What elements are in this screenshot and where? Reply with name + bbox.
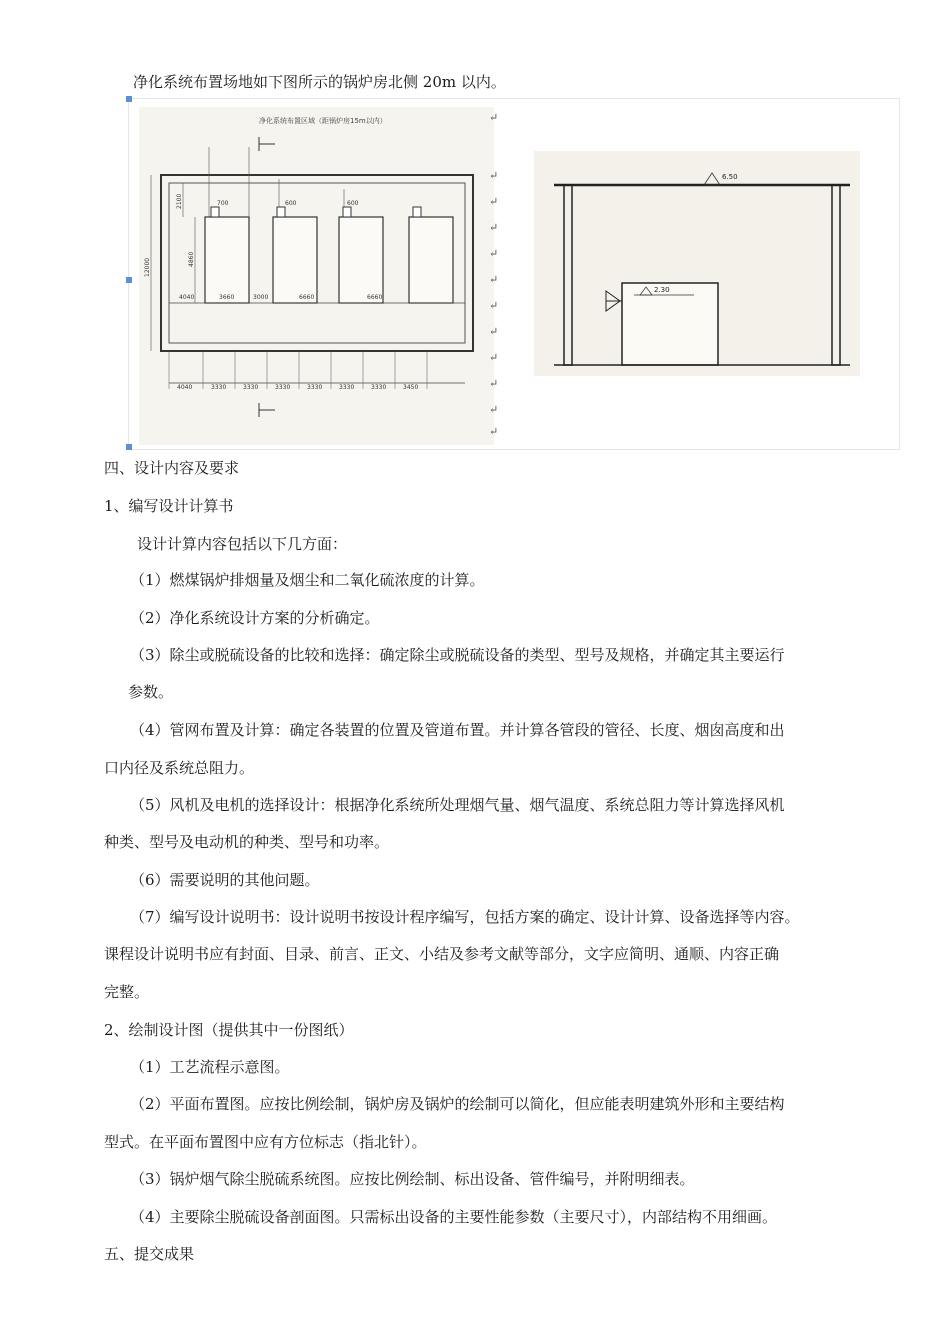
list-item: （4）管网布置及计算：确定各装置的位置及管道布置。并计算各管段的管径、长度、烟囱高度和出: [130, 721, 785, 739]
heading-item-1: 1、编写设计计算书: [104, 497, 234, 515]
paragraph-mark-icon: ↵: [489, 273, 499, 286]
site-layout-figure[interactable]: [128, 98, 900, 450]
dim-bottom-7: 3330: [371, 384, 387, 391]
dim-mid-5: 6660: [367, 294, 383, 301]
list-item: （7）编写设计说明书：设计说明书按设计程序编写，包括方案的确定、设计计算、设备选择等内容。: [130, 908, 800, 926]
paragraph-mark-icon: ↵: [489, 111, 499, 124]
paragraph-mark-icon: ↵: [489, 377, 499, 390]
dim-top-1: 700: [217, 200, 229, 207]
resize-handle-top-left[interactable]: [126, 96, 132, 102]
heading-section-5: 五、提交成果: [104, 1245, 195, 1263]
dim-top-3: 600: [347, 200, 359, 207]
dim-mid-4: 6660: [299, 294, 315, 301]
list-item: （4）主要除尘脱硫设备剖面图。只需标出设备的主要性能参数（主要尺寸），内部结构不用细画。: [130, 1208, 778, 1226]
dim-mid-1: 4040: [179, 294, 195, 301]
list-item: （3）除尘或脱硫设备的比较和选择：确定除尘或脱硫设备的类型、型号及规格，并确定其主要运行: [130, 646, 785, 664]
heading-section-4: 四、设计内容及要求: [104, 459, 240, 477]
site-plan-title: 净化系统布置区域（距锅炉房15m以内）: [259, 117, 387, 125]
list-item: （2）净化系统设计方案的分析确定。: [130, 609, 380, 627]
paragraph: 设计计算内容包括以下几方面：: [137, 535, 348, 553]
list-item: （1）工艺流程示意图。: [130, 1058, 290, 1076]
list-item-continuation: 口内径及系统总阻力。: [104, 759, 255, 777]
boiler-house-section-drawing: [534, 151, 860, 376]
paragraph-mark-icon: ↵: [489, 299, 499, 312]
list-item-continuation: 课程设计说明书应有封面、目录、前言、正文、小结及参考文献等部分，文字应简明、通顺、内容正确: [104, 945, 780, 963]
paragraph-mark-icon: ↵: [489, 325, 499, 338]
resize-handle-bottom-left[interactable]: [126, 444, 132, 450]
dim-bottom-8: 3450: [403, 384, 419, 391]
paragraph-mark-icon: ↵: [489, 221, 499, 234]
dim-top-2: 600: [285, 200, 297, 207]
elevation-top: 6.50: [722, 173, 738, 181]
list-item-continuation: 型式。在平面布置图中应有方位标志（指北针）。: [104, 1133, 427, 1151]
dim-mid-3: 3000: [253, 294, 269, 301]
list-item-continuation: 种类、型号及电动机的种类、型号和功率。: [104, 833, 390, 851]
dim-height: 12000: [144, 257, 151, 277]
dim-bottom-3: 3330: [243, 384, 259, 391]
list-item-continuation: 参数。: [128, 683, 174, 701]
intro-paragraph: 净化系统布置场地如下图所示的锅炉房北侧 20m 以内。: [133, 73, 506, 91]
paragraph-mark-icon: ↵: [489, 247, 499, 260]
elevation-inner: 2.30: [654, 286, 670, 294]
site-plan-drawing: [139, 107, 494, 445]
list-item: （6）需要说明的其他问题。: [130, 871, 320, 889]
dim-bottom-2: 3330: [211, 384, 227, 391]
paragraph-mark-icon: ↵: [489, 403, 499, 416]
dim-bottom-6: 3330: [339, 384, 355, 391]
paragraph-mark-icon: ↵: [489, 425, 499, 438]
dim-bottom-5: 3330: [307, 384, 323, 391]
list-item: （2）平面布置图。应按比例绘制，锅炉房及锅炉的绘制可以简化，但应能表明建筑外形和主要结构: [130, 1095, 785, 1113]
list-item: （3）锅炉烟气除尘脱硫系统图。应按比例绘制、标出设备、管件编号，并附明细表。: [130, 1170, 695, 1188]
dim-side-b: 4860: [188, 251, 195, 267]
paragraph-mark-icon: ↵: [489, 169, 499, 182]
heading-item-2: 2、绘制设计图（提供其中一份图纸）: [104, 1021, 354, 1039]
resize-handle-mid-left[interactable]: [126, 277, 132, 283]
dim-mid-2: 3660: [219, 294, 235, 301]
paragraph-mark-icon: ↵: [489, 195, 499, 208]
dim-side-a: 2100: [176, 193, 183, 209]
list-item: （5）风机及电机的选择设计：根据净化系统所处理烟气量、烟气温度、系统总阻力等计算选择风机: [130, 796, 785, 814]
dim-bottom-4: 3330: [275, 384, 291, 391]
dim-bottom-1: 4040: [177, 384, 193, 391]
list-item: （1）燃煤锅炉排烟量及烟尘和二氧化硫浓度的计算。: [130, 571, 485, 589]
paragraph-mark-icon: ↵: [489, 351, 499, 364]
list-item-continuation: 完整。: [104, 983, 150, 1001]
